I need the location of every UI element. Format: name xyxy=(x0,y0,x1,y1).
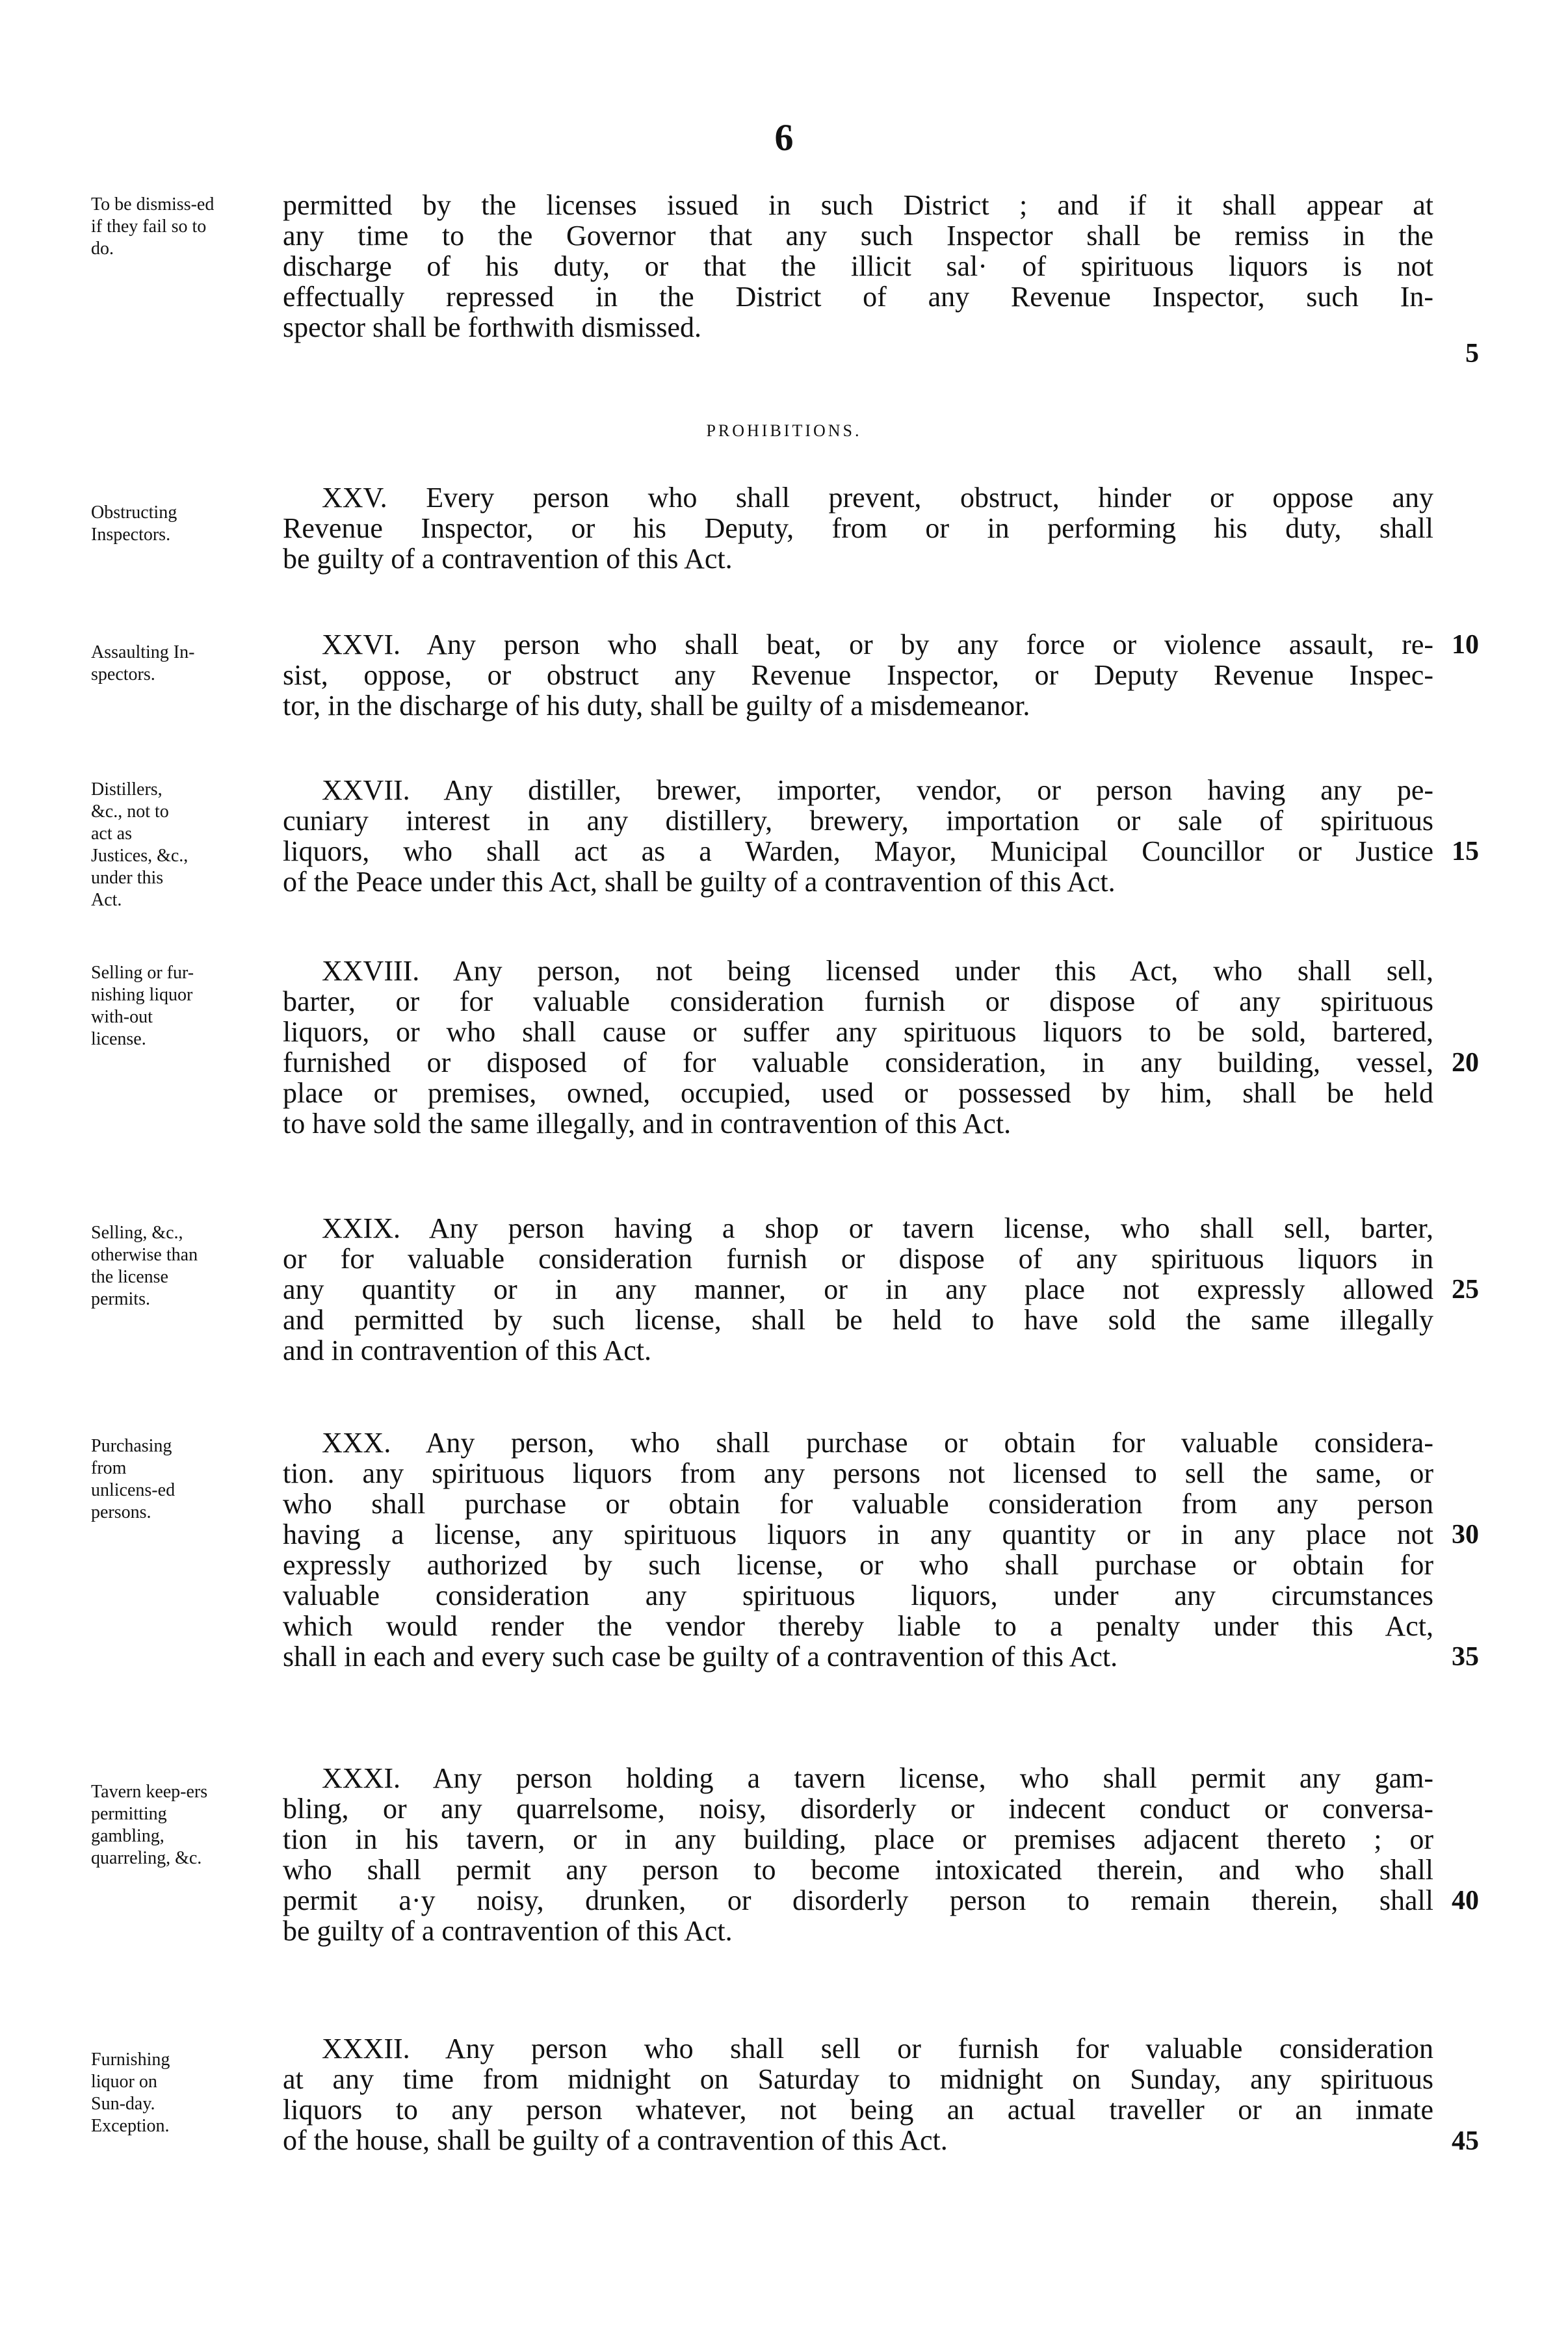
text-line xyxy=(283,482,1433,513)
text-line xyxy=(283,1763,1433,1793)
text-line: at any time from midnight on Saturday to midnight on Sunday, any spirituous xyxy=(283,2063,1433,2095)
section-number: XXIX. xyxy=(322,1212,400,1244)
text-line: who shall permit any person to become intoxicated therein, and who shall xyxy=(283,1854,1433,1886)
margin-note-xxviii: Selling or fur-nishing liquor with-out license. xyxy=(91,963,194,1049)
text-line xyxy=(283,1213,1433,1244)
text-line: liquors to any person whatever, not being an actual traveller or an inmate xyxy=(283,2094,1433,2126)
section-xxix xyxy=(283,1213,1433,1366)
margin-note-xxxi: Tavern keep-ers permitting gambling, quarreling, &c. xyxy=(91,1782,208,1868)
text-line: who shall purchase or obtain for valuable consideration from any person xyxy=(283,1488,1433,1520)
text-line: bling, or any quarrelsome, noisy, disorderly or indecent conduct or conversa- xyxy=(283,1793,1433,1825)
intro-paragraph xyxy=(283,190,1433,343)
text-line-content: Any person holding a tavern license, who shall permit any gam- xyxy=(432,1762,1433,1794)
text-line-content: Any person, who shall purchase or obtain for valuable considera- xyxy=(425,1427,1433,1459)
text-line: expressly authorized by such license, or who shall purchase or obtain for xyxy=(283,1549,1433,1581)
margin-note-intro: To be dismiss-ed if they fail so to do. xyxy=(91,194,215,259)
text-line xyxy=(283,2033,1433,2064)
text-line: be guilty of a contravention of this Act. xyxy=(283,543,733,575)
line-number: 25 xyxy=(1452,1275,1479,1305)
text-line-content: Any person, not being licensed under this Act, who shall sell, xyxy=(452,955,1433,987)
text-line: and permitted by such license, shall be held to have sold the same illegally xyxy=(283,1304,1433,1336)
section-number: XXXII. xyxy=(322,2033,410,2064)
text-line: any quantity or in any manner, or in any place not expressly allowed xyxy=(283,1273,1433,1305)
section-heading: PROHIBITIONS. xyxy=(706,421,862,440)
text-line-content: Any person having a shop or tavern license, who shall sell, barter, xyxy=(428,1212,1434,1244)
text-line: tion. any spirituous liquors from any persons not licensed to sell the same, or xyxy=(283,1457,1433,1489)
text-line: valuable consideration any spirituous liquors, under any circumstances xyxy=(283,1580,1433,1611)
text-line: cuniary interest in any distillery, brewery, importation or sale of spirituous xyxy=(283,805,1433,837)
line-number: 40 xyxy=(1452,1886,1479,1916)
section-xxxii xyxy=(283,2033,1433,2155)
section-number: XXVII. xyxy=(322,774,410,806)
text-line: place or premises, owned, occupied, used or possessed by him, shall be held xyxy=(283,1077,1433,1109)
text-line: sist, oppose, or obstruct any Revenue Inspector, or Deputy Revenue Inspec- xyxy=(283,659,1433,691)
line-number: 20 xyxy=(1452,1048,1479,1078)
margin-note-xxx: Purchasing from unlicens-ed persons. xyxy=(91,1436,176,1522)
section-xxx xyxy=(283,1427,1433,1672)
section-xxviii xyxy=(283,956,1433,1139)
text-line: liquors, who shall act as a Warden, Mayor, Municipal Councillor or Justice xyxy=(283,835,1433,867)
text-line: spector shall be forthwith dismissed. xyxy=(283,311,702,343)
line-number: 30 xyxy=(1452,1520,1479,1550)
section-xxxi xyxy=(283,1763,1433,1946)
text-line: and in contravention of this Act. xyxy=(283,1335,651,1366)
text-line-content: Any person who shall beat, or by any force or violence assault, re- xyxy=(426,629,1433,660)
margin-note-xxxii: Furnishing liquor on Sun-day. Exception. xyxy=(91,2050,170,2136)
text-line: any time to the Governor that any such Inspector shall be remiss in the xyxy=(283,220,1433,252)
text-line xyxy=(283,1427,1433,1458)
text-line: tion in his tavern, or in any building, place or premises adjacent thereto ; or xyxy=(283,1823,1433,1855)
text-line: Revenue Inspector, or his Deputy, from or in performing his duty, shall xyxy=(283,512,1433,544)
text-line: liquors, or who shall cause or suffer any spirituous liquors to be sold, bartered, xyxy=(283,1016,1433,1048)
section-number: XXVI. xyxy=(322,629,400,660)
text-line: which would render the vendor thereby liable to a penalty under this Act, xyxy=(283,1610,1433,1642)
text-line: tor, in the discharge of his duty, shall be guilty of a misdemeanor. xyxy=(283,690,1030,722)
section-xxv xyxy=(283,482,1433,574)
line-number: 35 xyxy=(1452,1642,1479,1672)
text-line: of the Peace under this Act, shall be guilty of a contravention of this Act. xyxy=(283,866,1116,898)
line-number: 15 xyxy=(1452,837,1479,866)
section-number: XXXI. xyxy=(322,1762,400,1794)
line-number: 10 xyxy=(1452,630,1479,660)
margin-note-xxvi: Assaulting In-spectors. xyxy=(91,642,195,684)
text-line: having a license, any spirituous liquors in any quantity or in any place not xyxy=(283,1518,1433,1550)
text-line: shall in each and every such case be guilty of a contravention of this Act. xyxy=(283,1641,1118,1673)
text-line xyxy=(283,956,1433,986)
margin-note-xxv: Obstructing Inspectors. xyxy=(91,502,177,545)
margin-note-xxix: Selling, &c., otherwise than the license permits. xyxy=(91,1223,198,1309)
text-line: furnished or disposed of for valuable consideration, in any building, vessel, xyxy=(283,1047,1433,1078)
text-line: permitted by the licenses issued in such District ; and if it shall appear at xyxy=(283,189,1433,221)
section-xxvii xyxy=(283,775,1433,897)
section-xxvi xyxy=(283,629,1433,721)
section-number: XXX. xyxy=(322,1427,391,1459)
text-line: barter, or for valuable consideration furnish or dispose of any spirituous xyxy=(283,985,1433,1017)
text-line: to have sold the same illegally, and in contravention of this Act. xyxy=(283,1108,1012,1139)
text-line: or for valuable consideration furnish or dispose of any spirituous liquors in xyxy=(283,1243,1433,1275)
section-number: XXVIII. xyxy=(322,955,420,987)
text-line-content: Any person who shall sell or furnish for valuable consideration xyxy=(445,2033,1433,2064)
margin-note-xxvii: Distillers, &c., not to act as Justices, &c., under this Act. xyxy=(91,779,189,910)
section-number: XXV. xyxy=(322,482,387,514)
text-line xyxy=(283,775,1433,805)
text-line: of the house, shall be guilty of a contravention of this Act. xyxy=(283,2124,948,2156)
text-line-content: Every person who shall prevent, obstruct, hinder or oppose any xyxy=(426,482,1434,514)
text-line: discharge of his duty, or that the illicit sal· of spirituous liquors is not xyxy=(283,250,1433,282)
text-line-content: Any distiller, brewer, importer, vendor, or person having any pe- xyxy=(443,774,1434,806)
page-number: 6 xyxy=(774,116,794,159)
text-line xyxy=(283,629,1433,660)
text-line: permit a·y noisy, drunken, or disorderly person to remain therein, shall xyxy=(283,1884,1433,1916)
text-line: effectually repressed in the District of any Revenue Inspector, such In- xyxy=(283,281,1433,313)
line-number: 5 xyxy=(1465,339,1479,369)
text-line: be guilty of a contravention of this Act. xyxy=(283,1915,733,1947)
line-number: 45 xyxy=(1452,2126,1479,2156)
